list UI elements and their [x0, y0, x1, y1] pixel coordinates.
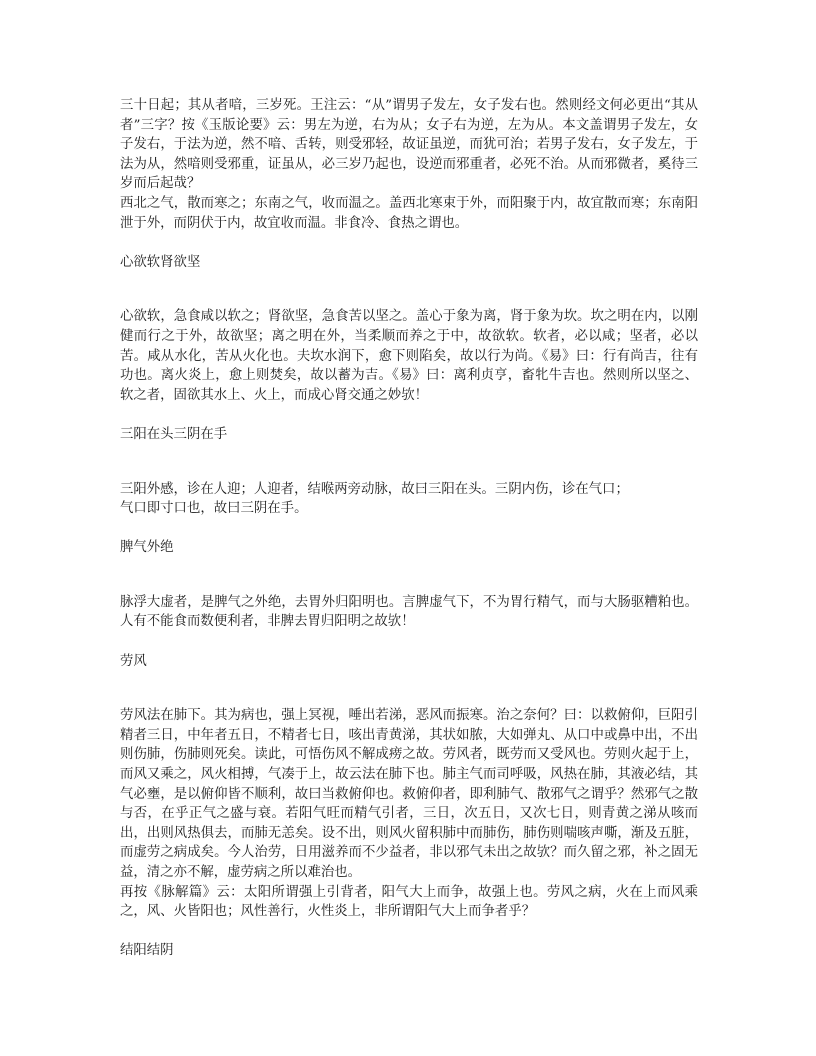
paragraph: 三十日起；其从者喑，三岁死。王注云：“从”谓男子发左，女子发右也。然则经文何必更出“其从者”三字？按《玉版论要》云：男左为逆，右为从；女子右为逆，左为从。本文盖谓男子发左，女子发右，于法为逆，然不喑、舌转，则受邪轻，故证虽逆，而犹可治；若男子发右，女子发左，于法为从，然喑则受邪重，证虽从，必三岁乃起也，设逆而邪重者，必死不治。从而邪微者，奚待三岁而后起哉？	[120, 98, 698, 192]
section-heading: 三阳在头三阴在手	[120, 426, 228, 442]
document-page	[120, 96, 698, 961]
section-heading: 心欲软肾欲坚	[120, 254, 201, 270]
paragraph: 脉浮大虚者，是脾气之外绝，去胃外归阳明也。言脾虚气下，不为胃行精气，而与大肠驱糟粕也。人有不能食而数便利者，非脾去胃归阳明之故欤！	[120, 594, 698, 630]
paragraph: 劳风法在肺下。其为病也，强上冥视，唾出若涕，恶风而振寒。治之奈何？曰：以救俯仰，巨阳引精者三日，中年者五日，不精者七日，咳出青黄涕，其状如脓，大如弹丸、从口中或鼻中出，不出则伤肺，伤肺则死矣。读此，可悟伤风不解成痨之故。劳风者，既劳而又受风也。劳则火起于上，而风又乘之，风火相搏，气凑于上，故云法在肺下也。肺主气而司呼吸，风热在肺，其液必结，其气必壅，是以俯仰皆不顺利，故曰当救俯仰也。救俯仰者，即利肺气、散邪气之谓乎？然邪气之散与否，在乎正气之盛与衰。若阳气旺而精气引者，三日，次五日，又次七日，则青黄之涕从咳而出，出则风热俱去，而肺无恙矣。设不出，则风火留积肺中而肺伤，肺伤则喘咳声嘶，渐及五脏，而虚劳之病成矣。今人治劳，日用滋养而不少益者，非以邪气未出之故欤？而久留之邪，补之固无益，清之亦不解，虚劳病之所以难治也。	[120, 708, 698, 880]
section-heading: 结阳结阴	[120, 943, 174, 959]
paragraph: 西北之气，散而寒之；东南之气，收而温之。盖西北寒束于外，而阳聚于内，故宜散而寒；东南阳泄于外，而阴伏于内，故宜收而温。非食冷、食热之谓也。	[120, 195, 698, 231]
section-heading: 劳风	[120, 653, 147, 669]
paragraph: 心欲软，急食咸以软之；肾欲坚，急食苦以坚之。盖心于象为离，肾于象为坎。坎之明在内，以刚健而行之于外，故欲坚；离之明在外，当柔顺而养之于中，故欲软。软者，必以咸；坚者，必以苦。咸从水化，苦从火化也。夫坎水润下，愈下则陷矣，故以行为尚。《易》曰：行有尚吉，往有功也。离火炎上，愈上则焚矣，故以蓄为吉。《易》曰：离利贞亨，畜牝牛吉也。然则所以坚之、软之者，固欲其水上、火上，而成心肾交通之妙欤！	[120, 309, 698, 403]
paragraph: 再按《脉解篇》云：太阳所谓强上引背者，阳气大上而争，故强上也。劳风之病，火在上而风乘之，风、火皆阳也；风性善行，火性炎上，非所谓阳气大上而争者乎？	[120, 884, 698, 920]
paragraph: 三阳外感，诊在人迎；人迎者，结喉两旁动脉，故曰三阳在头。三阴内伤，诊在气口；	[120, 481, 629, 497]
section-heading: 脾气外绝	[120, 540, 174, 556]
paragraph: 气口即寸口也，故曰三阴在手。	[120, 501, 308, 517]
